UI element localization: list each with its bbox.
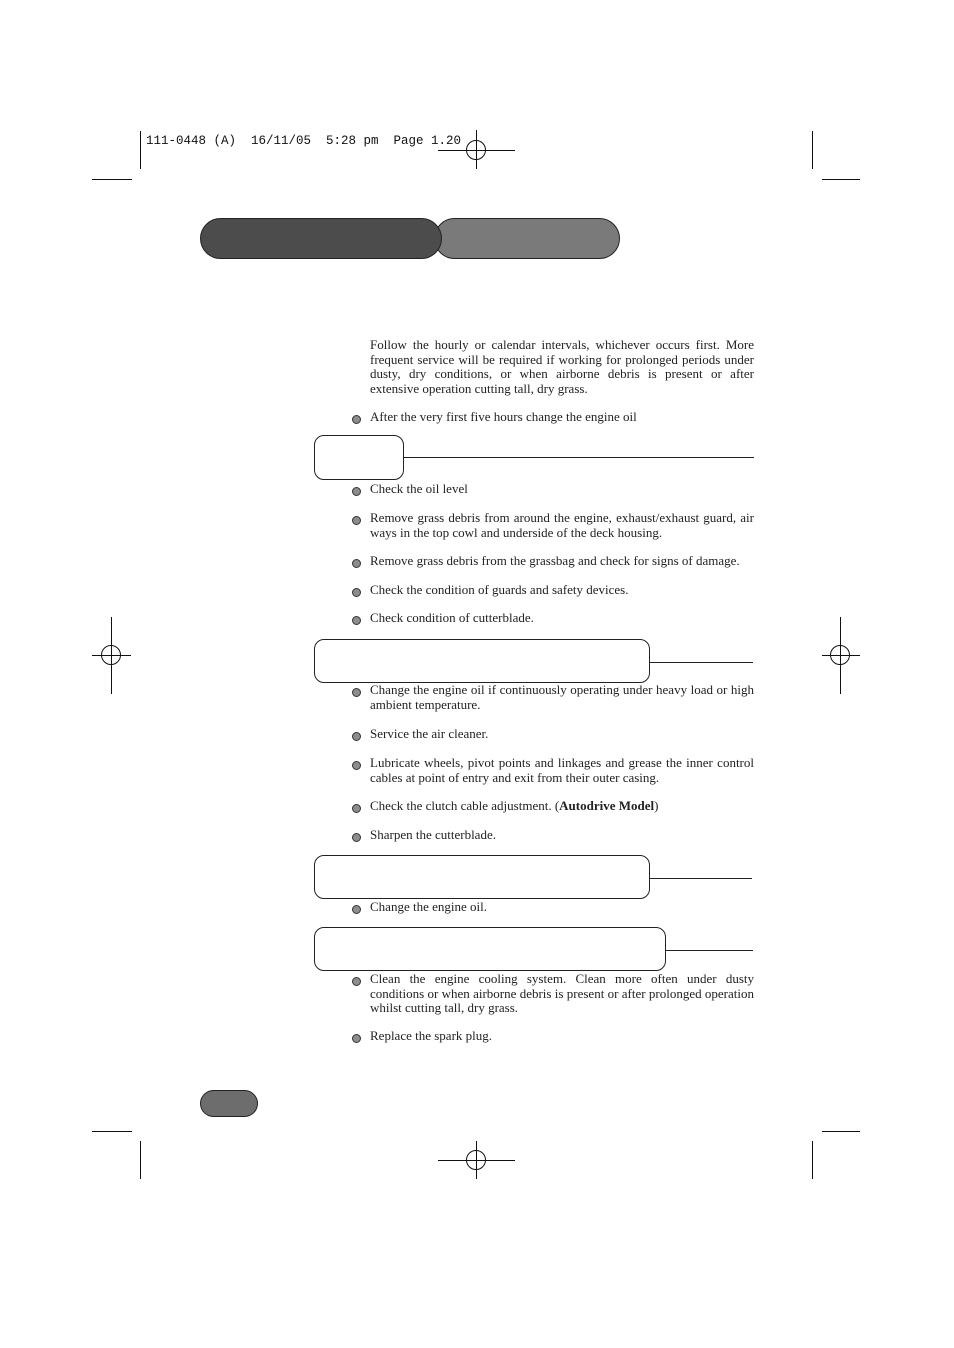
model-name: Autodrive Model [559,798,655,813]
bullet-icon [352,804,361,813]
bullet-icon [352,905,361,914]
bullet-icon [352,516,361,525]
bullet-icon [352,1034,361,1043]
bullet-icon [352,559,361,568]
section-rule [646,878,752,879]
bullet-icon [352,415,361,424]
bullet-icon [352,761,361,770]
bullet-icon [352,487,361,496]
bullet-icon [352,588,361,597]
section-rule [400,457,754,458]
section-heading-box [314,435,404,480]
intro-paragraph: Follow the hourly or calendar intervals, whichever occurs first. More frequent service will be required if working for prolonged periods under dusty, dry conditions, or when airborne debris is present or after extensive operation cutting tall, dry grass. [370,337,754,396]
bullet-icon [352,833,361,842]
print-slug: 111-0448 (A) 16/11/05 5:28 pm Page 1.20 [146,134,462,148]
bullet-icon [352,977,361,986]
bullet-icon [352,732,361,741]
section-heading-box [314,639,650,683]
page-number-tab [200,1090,258,1117]
section-rule [662,950,753,951]
section-rule [646,662,753,663]
header-tab-secondary [434,218,620,259]
bullet-icon [352,616,361,625]
header-tab-primary [200,218,442,259]
section-heading-box [314,855,650,899]
bullet-icon [352,688,361,697]
section-heading-box [314,927,666,971]
